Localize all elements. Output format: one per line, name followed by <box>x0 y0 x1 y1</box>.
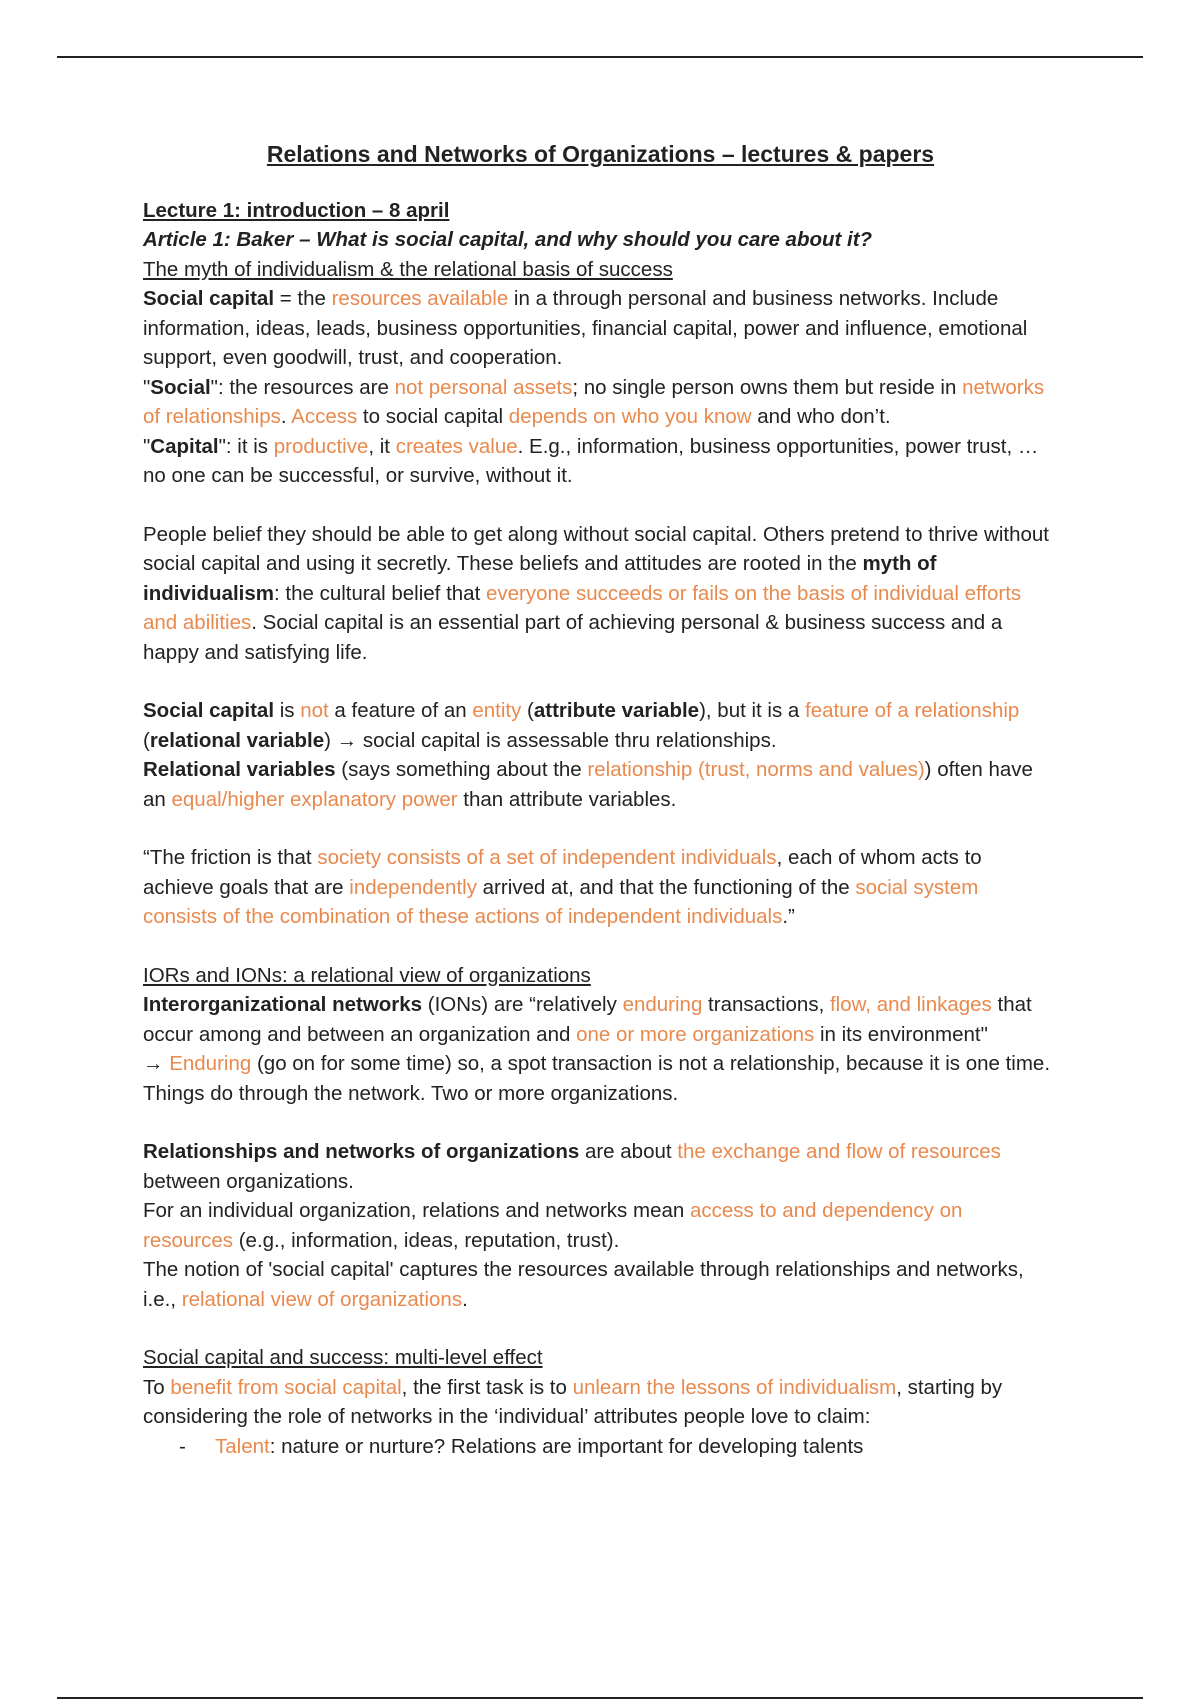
header-rule <box>57 56 1143 58</box>
paragraph-social: "Social": the resources are not personal assets; no single person owns them but reside in networks of relationships. Access to social capital depends on who you know and who don’t. <box>143 375 1045 428</box>
paragraph-relationships-networks: Relationships and networks of organizations are about the exchange and flow of resources between organizations. <box>143 1140 1001 1193</box>
paragraph-enduring: → Enduring (go on for some time) so, a spot transaction is not a relationship, because it is one time. Things do through the network. Two or more organizations. <box>143 1052 1051 1105</box>
paragraph-myth-of-individualism: People belief they should be able to get along without social capital. Others pretend to thrive without social capital and using it secretly. These beliefs and attitudes are rooted in the myth of individualism: the cultural belief that everyone succeeds or fails on the basis of individual efforts and abilities. Social capital is an essential part of achieving personal & business success and a happy and satisfying life. <box>143 522 1049 664</box>
lecture-heading: Lecture 1: introduction – 8 april <box>143 198 450 222</box>
list-item-talent: - Talent: nature or nurture? Relations are important for developing talents <box>143 1432 1058 1462</box>
bullet-dash: - <box>179 1434 186 1458</box>
paragraph-social-capital-notion: The notion of 'social capital' captures the resources available through relationships and networks, i.e., relational view of organizations. <box>143 1258 1024 1311</box>
section-heading-myth: The myth of individualism & the relational basis of success <box>143 257 673 281</box>
section-heading-iors-ions: IORs and IONs: a relational view of organizations <box>143 963 591 987</box>
paragraph-relational-feature: Social capital is not a feature of an entity (attribute variable), but it is a feature of a relationship (relational variable) → social capital is assessable thru relationships. <box>143 699 1020 752</box>
paragraph-benefit: To benefit from social capital, the first task is to unlearn the lessons of individualism, starting by considering the role of networks in the ‘individual’ attributes people love to claim: <box>143 1375 1003 1428</box>
paragraph-quote-friction: “The friction is that society consists of a set of independent individuals, each of whom acts to achieve goals that are independently arrived at, and that the functioning of the social system consists of the combination of these actions of independent individuals.” <box>143 846 982 928</box>
document-title: Relations and Networks of Organizations – lectures & papers <box>266 141 935 167</box>
paragraph-relational-variables: Relational variables (says something about the relationship (trust, norms and values)) often have an equal/higher explanatory power than attribute variables. <box>143 758 1033 811</box>
paragraph-social-capital-definition: Social capital = the resources available in a through personal and business networks. Include information, ideas, leads, business opportunities, financial capital, power and influence, emotional support, even goodwill, trust, and cooperation. <box>143 287 1028 369</box>
paragraph-individual-organization: For an individual organization, relations and networks mean access to and dependency on resources (e.g., information, ideas, reputation, trust). <box>143 1199 963 1252</box>
section-heading-multi-level: Social capital and success: multi-level effect <box>143 1346 543 1369</box>
paragraph-interorganizational-networks: Interorganizational networks (IONs) are “relatively enduring transactions, flow, and linkages that occur among and between an organization and one or more organizations in its environment" <box>143 993 1032 1046</box>
footer-rule <box>57 1697 1143 1699</box>
article-heading: Article 1: Baker – What is social capital, and why should you care about it? <box>143 228 873 251</box>
document-page <box>143 140 1058 1461</box>
paragraph-capital: "Capital": it is productive, it creates value. E.g., information, business opportunities, power trust, … no one can be successful, or survive, without it. <box>143 434 1039 487</box>
